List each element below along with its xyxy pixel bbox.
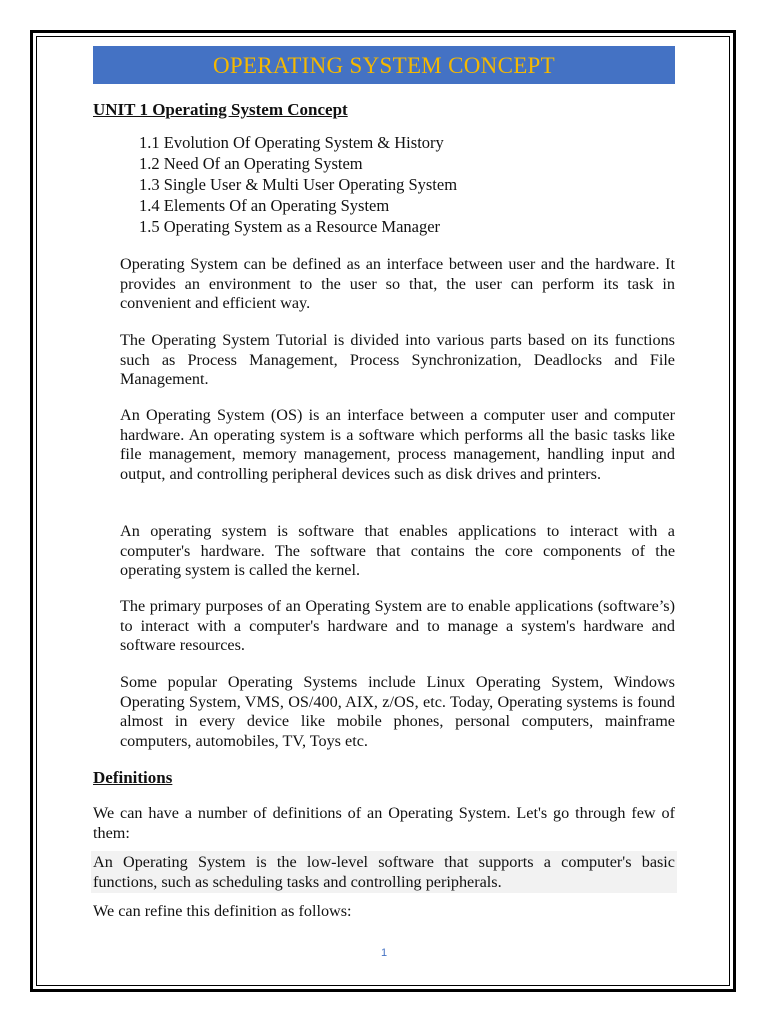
paragraph-popular-os: Some popular Operating Systems include Linux Operating System, Windows Operating System, VMS, OS/400, AIX, z/OS, etc. Today, Operating systems is found almost in every device like mobile phones, personal computers, mainframe computers, automobiles, TV, Toys etc. [120, 673, 675, 750]
document-title: OPERATING SYSTEM CONCEPT [93, 46, 675, 84]
definitions-heading: Definitions [93, 768, 173, 787]
paragraph-purposes: The primary purposes of an Operating System are to enable applications (software’s) to interact with a computer's hardware and to manage a system's hardware and software resources. [120, 597, 675, 655]
toc-item: 1.4 Elements Of an Operating System [139, 196, 390, 215]
toc-item: 1.5 Operating System as a Resource Manager [139, 217, 441, 236]
definition-highlighted: An Operating System is the low-level software that supports a computer's basic functions, such as scheduling tasks and controlling peripherals. [93, 853, 675, 891]
definitions-refine: We can refine this definition as follows: [93, 902, 352, 920]
paragraph-os-interface: An Operating System (OS) is an interface between a computer user and computer hardware. An operating system is a software which performs all the basic tasks like file management, memory management, process management, handling input and output, and controlling peripheral devices such as disk drives and printers. [120, 406, 675, 483]
paragraph-tutorial: The Operating System Tutorial is divided into various parts based on its functions such as Process Management, Process Synchronization, Deadlocks and File Management. [120, 331, 675, 389]
paragraph-kernel: An operating system is software that enables applications to interact with a computer's hardware. The software that contains the core components of the operating system is called the kernel. [120, 522, 675, 580]
page-number: 1 [380, 947, 388, 959]
toc-item: 1.1 Evolution Of Operating System & History [139, 133, 444, 152]
paragraph-definition: Operating System can be defined as an interface between user and the hardware. It provides an environment to the user so that, the user can perform its task in convenient and efficient way. [120, 255, 675, 313]
definitions-intro: We can have a number of definitions of an Operating System. Let's go through few of them: [93, 804, 675, 842]
table-of-contents [139, 132, 457, 237]
toc-item: 1.3 Single User & Multi User Operating System [139, 175, 458, 194]
unit-heading: UNIT 1 Operating System Concept [93, 100, 348, 119]
toc-item: 1.2 Need Of an Operating System [139, 154, 363, 173]
